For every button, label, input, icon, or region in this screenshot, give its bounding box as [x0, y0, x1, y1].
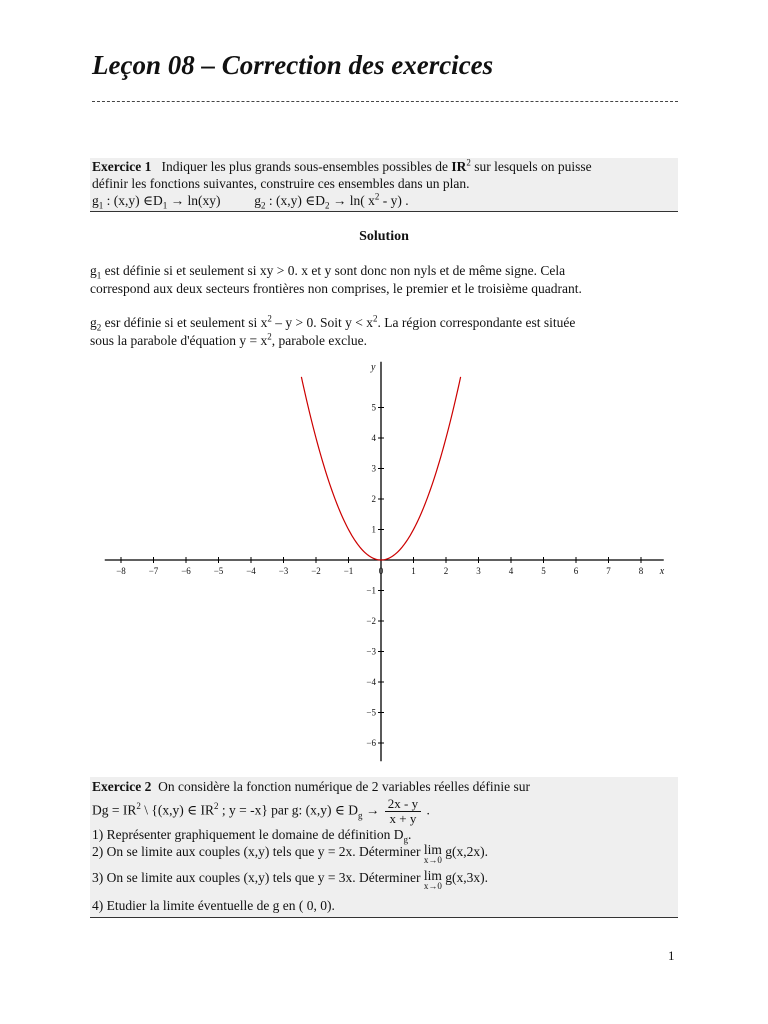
exercise-2-question-4: 4) Etudier la limite éventuelle de g en ( 0, 0).: [92, 898, 335, 913]
g2-tail-end: - y) .: [379, 193, 409, 208]
page-title: Leçon 08 – Correction des exercices: [92, 50, 494, 80]
exercise-2-box: [90, 777, 678, 918]
y-tick-label: 5: [371, 402, 376, 413]
subscript: 2: [96, 322, 102, 333]
exponent: 2: [372, 313, 378, 324]
solution-p2-text-e: , parabole exclue.: [271, 333, 367, 348]
y-tick-label: 3: [371, 463, 376, 474]
domain-text-c: ; y = -x} par g: (x,y) ∈ D: [218, 802, 359, 818]
x-tick-label: −5: [213, 566, 224, 576]
x-tick-label: −2: [311, 566, 321, 576]
subscript: 1: [96, 270, 102, 281]
solution-p1-line-2: correspond aux deux secteurs frontières non comprises, le premier et le troisième quadrant.: [90, 281, 582, 296]
subscript: 2: [260, 200, 266, 211]
exponent: 2: [267, 313, 272, 324]
y-tick-label: 2: [371, 494, 376, 504]
function-fraction: [385, 797, 421, 826]
y-axis-label: y: [371, 361, 376, 373]
x-tick-label: 2: [443, 566, 449, 576]
fraction-denominator: x + y: [389, 811, 417, 826]
x-tick-label: 0: [378, 566, 384, 576]
page-number: 1: [668, 948, 675, 963]
question-2-text: 2) On se limite aux couples (x,y) tels que y = 2x. Déterminer: [92, 844, 424, 859]
domain-text-b: \ {(x,y) ∈ IR: [140, 802, 214, 818]
limit-operator: [424, 869, 442, 891]
lim-subscript: x→0: [423, 881, 442, 891]
x-tick-label: −6: [181, 566, 191, 576]
lim-label: lim: [423, 842, 442, 857]
subscript: 2: [324, 200, 330, 211]
y-tick-label: −3: [366, 646, 376, 657]
exponent: 2: [136, 801, 141, 812]
x-axis-label: x: [659, 566, 665, 577]
x-tick-label: 5: [541, 566, 546, 576]
x-tick-label: −1: [343, 566, 354, 576]
g2-text: : (x,y) ∈D: [265, 193, 325, 208]
g2-symbol: g: [254, 193, 261, 208]
y-tick-label: −5: [366, 707, 376, 718]
solution-heading: Solution: [359, 229, 409, 244]
solution-p2-text-c: . La région correspondante est située: [377, 315, 576, 330]
x-tick-label: −3: [278, 566, 289, 576]
exercise-2-question-2: [90, 843, 678, 869]
g2-symbol: g: [90, 315, 97, 330]
lim-label: lim: [423, 868, 442, 883]
exercise-2-line-1: [90, 778, 678, 795]
lim-subscript: x→0: [423, 855, 442, 865]
solution-p1-text: est définie si et seulement si xy > 0. x et y sont donc non nyls et de même signe. Cela: [101, 263, 566, 278]
exponent: 2: [374, 191, 380, 202]
domain-end: .: [423, 802, 430, 818]
question-3-end: g(x,3x).: [441, 870, 489, 885]
x-tick-label: 8: [638, 566, 644, 576]
solution-p2-text-a: esr définie si et seulement si x: [101, 315, 268, 330]
y-tick-label: −2: [366, 616, 376, 626]
question-2-end: g(x,2x).: [441, 844, 489, 859]
y-tick-label: −4: [366, 677, 376, 687]
subscript: 1: [162, 200, 168, 211]
exercise-2-text: On considère la fonction numérique de 2 variables réelles définie sur: [158, 779, 530, 794]
exercise-1-line-2: définir les fonctions suivantes, construire ces ensembles dans un plan.: [92, 176, 470, 191]
fraction-numerator: 2x - y: [385, 797, 421, 812]
subscript: 1: [98, 200, 104, 211]
g1-tail: → ln(xy): [167, 193, 221, 208]
domain-text-a: Dg = IR: [92, 802, 137, 818]
exponent: 2: [466, 157, 471, 168]
exponent: 2: [267, 331, 272, 342]
exercise-2-question-3: [90, 869, 678, 897]
g1-symbol: g: [90, 263, 97, 278]
exercise-2-label: Exercice 2: [92, 779, 152, 794]
x-tick-label: 1: [411, 566, 416, 576]
exercise-1-text-tail: sur lesquels on puisse: [470, 159, 592, 174]
arrow: →: [362, 802, 383, 818]
g2-tail: → ln( x: [329, 193, 375, 208]
exercise-1-label: Exercice 1: [92, 159, 152, 174]
x-tick-label: 3: [476, 566, 481, 576]
limit-operator: [424, 843, 442, 865]
x-tick-label: −4: [246, 566, 256, 576]
solution-p2-text-b: – y > 0. Soit y < x: [271, 315, 373, 330]
exercise-2-line-2: [90, 797, 678, 826]
g1-symbol: g: [92, 193, 99, 208]
y-tick-label: 4: [371, 433, 376, 443]
question-3-text: 3) On se limite aux couples (x,y) tels que y = 3x. Déterminer: [92, 870, 424, 885]
x-tick-label: −8: [116, 566, 126, 576]
subscript: g: [403, 834, 409, 845]
x-tick-label: 6: [573, 566, 579, 576]
real-set-symbol: IR: [451, 159, 467, 174]
x-tick-label: 7: [606, 566, 611, 576]
exercise-1-text: Indiquer les plus grands sous-ensembles possibles de: [161, 159, 452, 174]
subscript: g: [358, 810, 363, 821]
exponent: 2: [213, 801, 219, 812]
question-1-text: 1) Représenter graphiquement le domaine de définition D: [92, 827, 404, 842]
exercise-2-question-1: [90, 826, 678, 843]
y-tick-label: −1: [366, 585, 376, 596]
g1-text: : (x,y) ∈D: [103, 193, 163, 208]
x-tick-label: 4: [508, 566, 514, 576]
y-tick-label: −6: [366, 738, 376, 748]
x-tick-label: −7: [148, 566, 159, 576]
y-tick-label: 1: [371, 524, 376, 535]
question-1-end: .: [408, 827, 412, 842]
solution-p2-text-d: sous la parabole d'équation y = x: [90, 333, 268, 348]
